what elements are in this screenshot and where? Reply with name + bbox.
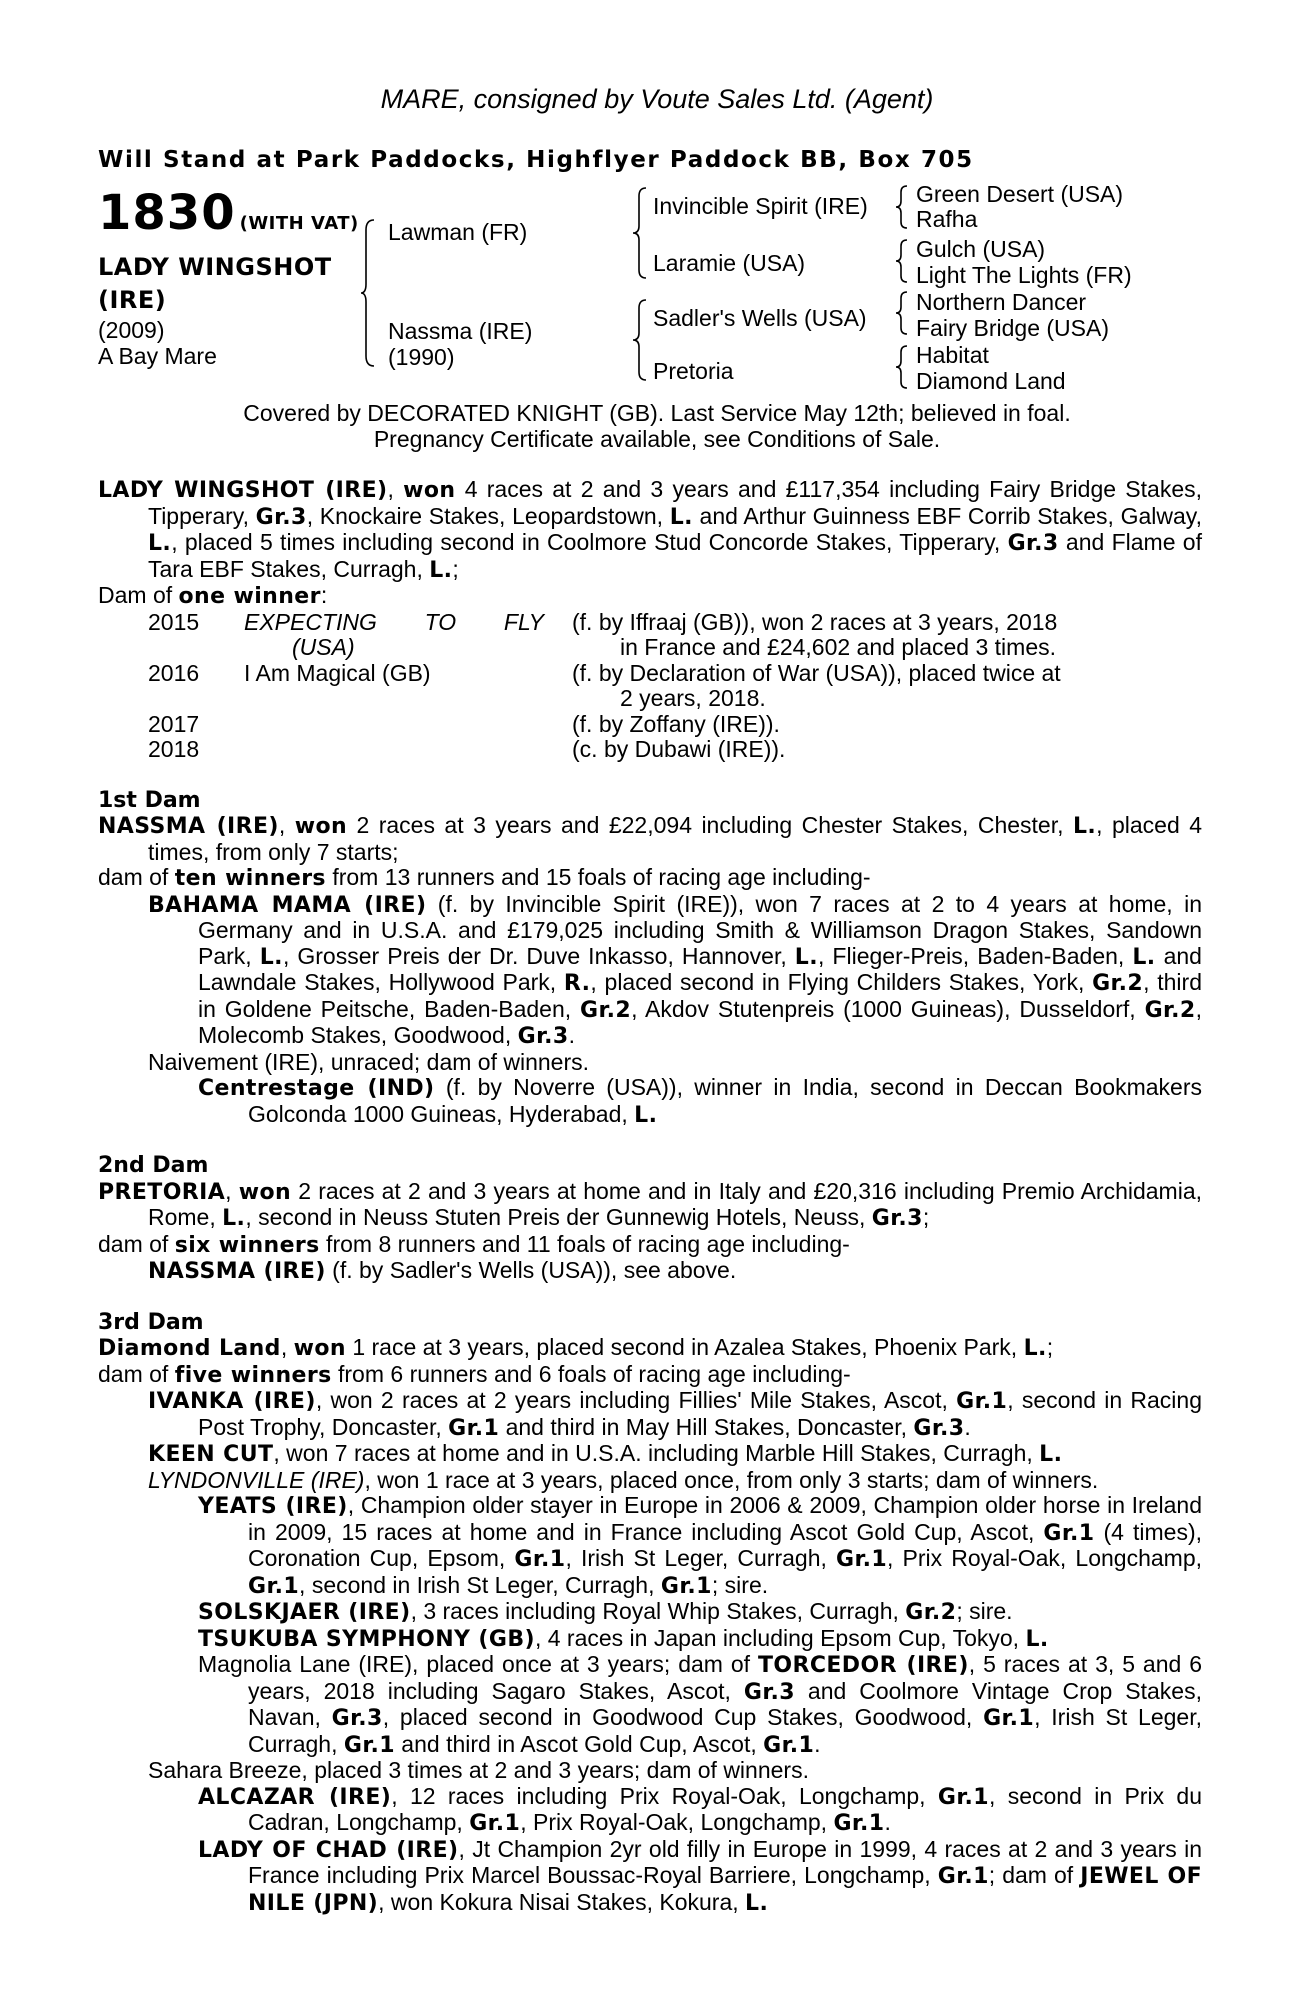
progeny-keen-cut bbox=[98, 1441, 1202, 1468]
progeny-name: YEATS (IRE) bbox=[198, 1494, 348, 1519]
offspring-name: I Am Magical (GB) bbox=[244, 659, 431, 686]
progeny-yeats bbox=[98, 1493, 1202, 1599]
lot-name-line2: (IRE) bbox=[98, 286, 167, 314]
offspring-year: 2018 bbox=[148, 736, 200, 762]
grade: L. bbox=[259, 944, 283, 970]
progeny-ivanka bbox=[98, 1388, 1202, 1441]
grade: L. bbox=[1025, 1626, 1049, 1652]
offspring-detail-a: (f. by Iffraaj (GB)), won 2 races at 3 years, 2018 bbox=[572, 608, 1058, 635]
dam-won: won bbox=[293, 1336, 346, 1361]
grade: L. bbox=[669, 504, 693, 530]
lot-description: A Bay Mare bbox=[98, 343, 217, 369]
grade: L. bbox=[429, 557, 453, 583]
grade: L. bbox=[794, 944, 818, 970]
t: ; sire. bbox=[956, 1598, 1013, 1624]
t: (4 times), Coronation Cup, Epsom, bbox=[248, 1518, 1203, 1571]
lot-number-line bbox=[98, 186, 388, 251]
pedigree-brace-sd bbox=[895, 238, 909, 284]
t: , second in Irish St Leger, Curragh, bbox=[299, 1571, 661, 1598]
grade: Gr.1 bbox=[514, 1547, 566, 1572]
t: , Grosser Preis der Dr. Duve Inkasso, Hannover, bbox=[282, 942, 795, 969]
dam-of-post: from 6 runners and 6 foals of racing age including- bbox=[331, 1360, 851, 1387]
offspring-detail-b: in France and £24,602 and placed 3 times. bbox=[620, 634, 1057, 660]
dam-of-bold: five winners bbox=[174, 1362, 332, 1388]
grade: Gr.3 bbox=[255, 504, 307, 530]
progeny-name: ALCAZAR (IRE) bbox=[198, 1784, 392, 1810]
t: , placed second in Goodwood Cup Stakes, Goodwood, bbox=[382, 1704, 984, 1730]
first-dam-record: NASSMA (IRE), won 2 races at 3 years and £22,094 including Chester Stakes, Chester, L., placed 4 times, from only 7 starts; bbox=[98, 812, 1203, 865]
dam-name: NASSMA (IRE) bbox=[98, 814, 279, 839]
pedigree-brace-dd bbox=[895, 344, 909, 390]
progeny-solskjaer bbox=[98, 1599, 1202, 1626]
offspring-detail bbox=[572, 661, 1112, 712]
pedigree-sd-sire: Gulch (USA) bbox=[916, 236, 1046, 262]
dam-of-post: from 8 runners and 11 foals of racing age including- bbox=[319, 1230, 850, 1257]
mare-name: LADY WINGSHOT (IRE) bbox=[98, 478, 388, 503]
lot-name-line1: LADY WINGSHOT bbox=[98, 253, 332, 281]
dam-of-post: : bbox=[320, 582, 328, 608]
offspring-name-b: TO bbox=[424, 608, 457, 635]
t: , Prix Royal-Oak, Longchamp, bbox=[887, 1545, 1202, 1571]
progeny-bahama-mama bbox=[98, 892, 1202, 1050]
offspring-name-a: EXPECTING bbox=[244, 608, 377, 635]
t: (f. by Noverre (USA)), winner in India, second in Deccan Bookmakers Golconda 1000 Guineas, Hyderabad, bbox=[248, 1074, 1202, 1127]
catalogue-body bbox=[98, 477, 1202, 1916]
grade: Gr.1 bbox=[448, 1415, 500, 1441]
grade: Gr.2 bbox=[1092, 971, 1144, 996]
stand-location: Will Stand at Park Paddocks, Highflyer Paddock BB, Box 705 bbox=[98, 147, 974, 173]
second-dam-heading: 2nd Dam bbox=[98, 1153, 209, 1178]
t: , 3 races including Royal Whip Stakes, Curragh, bbox=[410, 1598, 906, 1624]
progeny-name: BAHAMA MAMA (IRE) bbox=[148, 892, 427, 918]
t: , 12 races including Prix Royal-Oak, Longchamp, bbox=[391, 1782, 938, 1809]
covered-notice bbox=[0, 400, 1314, 452]
mare-t2: , Knockaire Stakes, Leopardstown, bbox=[306, 502, 670, 529]
grade: Gr.2 bbox=[580, 997, 632, 1023]
pedigree-brace-dam bbox=[632, 298, 648, 382]
grade: Gr.3 bbox=[1007, 531, 1059, 556]
offspring-year: 2017 bbox=[148, 710, 200, 737]
progeny-lady-of-chad bbox=[98, 1837, 1202, 1917]
t: , second in Racing Post Trophy, Doncaster, bbox=[198, 1387, 1202, 1440]
mare-record: LADY WINGSHOT (IRE), won 4 races at 2 and 3 years and £117,354 including Fairy Bridge Stakes, Tipperary, Gr.3, Knockaire Stakes, Leopardstown, L. and Arthur Guinness EBF Corrib Stakes, Galway, L., placed 5 times including second in Coolmore Stud Concorde Stakes, Tipperary, Gr.3 and Flame of Tara EBF Stakes, Curragh, L.; bbox=[98, 476, 1202, 583]
t: . bbox=[884, 1809, 891, 1835]
progeny-centrestage bbox=[98, 1075, 1202, 1128]
progeny-name: JEWEL OF NILE (JPN) bbox=[248, 1864, 1203, 1916]
t: , Flieger-Preis, Baden-Baden, bbox=[817, 942, 1133, 969]
grade: L. bbox=[222, 1206, 246, 1231]
pedigree-ss-dam: Rafha bbox=[916, 206, 978, 232]
t: , Akdov Stutenpreis (1000 Guineas), Dusseldorf, bbox=[631, 995, 1145, 1022]
grade: R. bbox=[563, 971, 591, 996]
t: , 4 races in Japan including Epsom Cup, Tokyo, bbox=[534, 1624, 1026, 1651]
offspring-detail: (c. by Dubawi (IRE)). bbox=[572, 736, 786, 762]
pedigree-brace-sire bbox=[632, 186, 648, 280]
t: ; bbox=[922, 1204, 930, 1230]
grade: Gr.2 bbox=[905, 1600, 957, 1625]
t: 2 races at 2 and 3 years at home and in Italy and £20,316 including Premio Archidamia, Rome, bbox=[148, 1177, 1202, 1230]
lot-year: (2009) bbox=[98, 317, 165, 343]
grade: Gr.3 bbox=[913, 1415, 965, 1441]
mare-won: won bbox=[403, 478, 456, 503]
pedigree-sd-dam: Light The Lights (FR) bbox=[916, 262, 1132, 288]
t: , second in Neuss Stuten Preis der Gunnewig Hotels, Neuss, bbox=[245, 1204, 872, 1230]
t: , won Kokura Nisai Stakes, Kokura, bbox=[378, 1888, 746, 1915]
grade: Gr.1 bbox=[833, 1811, 885, 1836]
offspring-detail-b: 2 years, 2018. bbox=[620, 685, 766, 711]
progeny-name: Centrestage (IND) bbox=[198, 1076, 435, 1101]
grade: Gr.1 bbox=[983, 1706, 1035, 1731]
grade: Gr.3 bbox=[743, 1679, 795, 1705]
progeny-name: SOLSKJAER (IRE) bbox=[198, 1600, 411, 1625]
dam-of-bold: six winners bbox=[174, 1232, 320, 1258]
progeny-name: KEEN CUT bbox=[148, 1442, 274, 1467]
grade: L. bbox=[1132, 944, 1156, 970]
grade: L. bbox=[1072, 814, 1097, 839]
t: ; bbox=[1046, 1334, 1054, 1360]
progeny-nassma bbox=[98, 1258, 1202, 1285]
dam-of-pre: dam of bbox=[98, 1360, 175, 1387]
t: and third in May Hill Stakes, Doncaster, bbox=[499, 1413, 914, 1440]
grade: Gr.1 bbox=[1043, 1520, 1095, 1546]
offspring-detail bbox=[572, 610, 1112, 661]
t: , third in Goldene Peitsche, Baden-Baden, bbox=[198, 969, 1202, 1022]
dam-of-pre: dam of bbox=[98, 864, 175, 890]
pedigree-dam: Nassma (IRE) bbox=[388, 318, 533, 344]
third-dam-record: Diamond Land, won 1 race at 3 years, placed second in Azalea Stakes, Phoenix Park, L.; bbox=[98, 1334, 1054, 1361]
grade: Gr.1 bbox=[343, 1732, 395, 1758]
pedigree-ss-sire: Green Desert (USA) bbox=[916, 181, 1124, 207]
progeny-name: LYNDONVILLE (IRE) bbox=[148, 1466, 365, 1493]
mare-t1: 4 races at 2 and 3 years and £117,354 including Fairy Bridge Stakes, Tipperary, bbox=[148, 476, 1202, 529]
dam-name: Diamond Land bbox=[98, 1336, 281, 1361]
t: , Molecomb Stakes, Goodwood, bbox=[198, 995, 1202, 1048]
grade: L. bbox=[634, 1102, 658, 1128]
progeny-name: LADY OF CHAD (IRE) bbox=[198, 1837, 459, 1863]
covered-line2: Pregnancy Certificate available, see Conditions of Sale. bbox=[373, 426, 941, 452]
covered-line1: Covered by DECORATED KNIGHT (GB). Last Service May 12th; believed in foal. bbox=[243, 400, 1071, 426]
dam-name: PRETORIA bbox=[98, 1179, 226, 1205]
t: ; sire. bbox=[711, 1571, 769, 1598]
grade: Gr.3 bbox=[871, 1206, 923, 1231]
t: Magnolia Lane (IRE), placed once at 3 years; dam of bbox=[198, 1651, 758, 1677]
t: . bbox=[964, 1413, 971, 1440]
pedigree-sire: Lawman (FR) bbox=[388, 219, 528, 245]
grade: L. bbox=[148, 531, 172, 556]
t: , second in Prix du Cadran, Longchamp, bbox=[248, 1782, 1202, 1835]
offspring-detail: (f. by Zoffany (IRE)). bbox=[572, 710, 780, 737]
lot-vat: (WITH VAT) bbox=[239, 213, 359, 234]
t: , 5 races at 3, 5 and 6 years, 2018 including Sagaro Stakes, Ascot, bbox=[248, 1651, 1202, 1704]
progeny-name: IVANKA (IRE) bbox=[148, 1389, 316, 1414]
t: , Jt Champion 2yr old filly in Europe in 1999, 4 races at 2 and 3 years in France including Prix Marcel Boussac-Royal Barriere, Longchamp, bbox=[248, 1835, 1202, 1888]
pedigree-dd-sire: Habitat bbox=[916, 342, 989, 368]
pedigree-sire-sire: Invincible Spirit (IRE) bbox=[653, 193, 868, 219]
progeny-lyndonville bbox=[98, 1468, 1202, 1494]
grade: Gr.2 bbox=[1144, 997, 1196, 1023]
offspring-year: 2016 bbox=[148, 659, 200, 686]
pedigree-dd-dam: Diamond Land bbox=[916, 368, 1066, 394]
grade: Gr.1 bbox=[469, 1811, 521, 1836]
pedigree-dam-sire: Sadler's Wells (USA) bbox=[653, 305, 867, 331]
t: . bbox=[814, 1730, 821, 1757]
first-dam-of bbox=[98, 865, 1202, 892]
mare-t4: , placed 5 times including second in Coolmore Stud Concorde Stakes, Tipperary, bbox=[171, 529, 1008, 555]
grade: Gr.1 bbox=[956, 1389, 1008, 1414]
progeny-name: NASSMA (IRE) bbox=[148, 1259, 326, 1284]
lot-name bbox=[98, 251, 388, 317]
pedigree-sire-dam: Laramie (USA) bbox=[653, 250, 806, 276]
pedigree-brace-ss bbox=[895, 184, 909, 230]
mare-t5: and Flame of Tara EBF Stakes, Curragh, bbox=[148, 529, 1202, 582]
offspring-name-c: FLY bbox=[503, 608, 544, 635]
offspring-table bbox=[98, 610, 1202, 763]
progeny-tsukuba-symphony bbox=[98, 1626, 1202, 1653]
grade: Gr.1 bbox=[937, 1784, 989, 1810]
dam-of-pre: Dam of bbox=[98, 582, 179, 608]
t: , Champion older stayer in Europe in 2006 & 2009, Champion older horse in Ireland in 2009, 15 races at home and in France including Ascot Gold Cup, Ascot, bbox=[248, 1492, 1202, 1545]
first-dam-heading: 1st Dam bbox=[98, 787, 201, 813]
t: and Coolmore Vintage Crop Stakes, Navan, bbox=[248, 1677, 1202, 1730]
mare-t6: ; bbox=[452, 555, 459, 582]
pedigree-brace-ds bbox=[895, 290, 909, 336]
progeny-alcazar bbox=[98, 1784, 1202, 1837]
t: , won 7 races at home and in U.S.A. including Marble Hill Stakes, Curragh, bbox=[273, 1440, 1040, 1466]
t: (f. by Sadler's Wells (USA)), see above. bbox=[325, 1257, 737, 1283]
progeny-name: TORCEDOR (IRE) bbox=[757, 1653, 969, 1678]
dam-of-bold: one winner bbox=[178, 584, 321, 609]
second-dam-of bbox=[98, 1232, 1202, 1259]
t: , Irish St Leger, Curragh, bbox=[565, 1545, 836, 1571]
pedigree-ds-dam: Fairy Bridge (USA) bbox=[916, 315, 1109, 341]
second-dam-record: PRETORIA, won 2 races at 2 and 3 years at home and in Italy and £20,316 including Premio Archidamia, Rome, L., second in Neuss Stuten Preis der Gunnewig Hotels, Neuss, Gr.3; bbox=[98, 1177, 1202, 1231]
progeny-sahara-breeze: Sahara Breeze, placed 3 times at 2 and 3 years; dam of winners. bbox=[148, 1757, 809, 1783]
offspring-name bbox=[244, 610, 544, 661]
progeny-name: TSUKUBA SYMPHONY (GB) bbox=[198, 1626, 535, 1652]
dam-of-pre: dam of bbox=[98, 1230, 175, 1257]
t: , placed second in Flying Childers Stakes, York, bbox=[590, 969, 1093, 995]
t: , won 1 race at 3 years, placed once, from only 3 starts; dam of winners. bbox=[364, 1466, 1099, 1493]
grade: Gr.1 bbox=[248, 1573, 300, 1599]
grade: Gr.1 bbox=[660, 1573, 712, 1599]
offspring-year: 2015 bbox=[148, 608, 200, 635]
consignment-heading: MARE, consigned by Voute Sales Ltd. (Agent) bbox=[380, 84, 934, 114]
mare-dam-of bbox=[98, 583, 1202, 610]
grade: Gr.1 bbox=[836, 1547, 888, 1572]
lot-number: 1830 bbox=[98, 185, 236, 241]
mare-t3: and Arthur Guinness EBF Corrib Stakes, Galway, bbox=[692, 502, 1202, 529]
grade: Gr.3 bbox=[517, 1024, 569, 1049]
grade: Gr.1 bbox=[937, 1864, 989, 1889]
grade: Gr.3 bbox=[331, 1706, 383, 1731]
pedigree-brace-main bbox=[360, 218, 376, 368]
t: and Lawndale Stakes, Hollywood Park, bbox=[198, 942, 1202, 995]
t: , Irish St Leger, Curragh, bbox=[248, 1704, 1202, 1757]
offspring-name-d: (USA) bbox=[292, 634, 355, 660]
dam-of-bold: ten winners bbox=[174, 866, 326, 891]
t: , won 2 races at 2 years including Fillies' Mile Stakes, Ascot, bbox=[315, 1387, 957, 1413]
progeny-naivement: Naivement (IRE), unraced; dam of winners. bbox=[148, 1048, 590, 1075]
dam-won: won bbox=[238, 1179, 292, 1205]
third-dam-of bbox=[98, 1362, 1202, 1389]
progeny-magnolia-lane bbox=[98, 1652, 1202, 1758]
grade: L. bbox=[1039, 1442, 1063, 1467]
dam-t2: , placed 4 times, from only 7 starts; bbox=[148, 812, 1203, 865]
grade: Gr.1 bbox=[763, 1732, 815, 1758]
grade: L. bbox=[1023, 1336, 1047, 1361]
t: (f. by Invincible Spirit (IRE)), won 7 races at 2 to 4 years at home, in Germany and in U.S.A. and £179,025 including Smith & Williamson Dragon Stakes, Sandown Park, bbox=[198, 890, 1203, 969]
pedigree-dam-year: (1990) bbox=[388, 344, 455, 370]
third-dam-heading: 3rd Dam bbox=[98, 1309, 204, 1335]
t: ; dam of bbox=[988, 1862, 1081, 1888]
dam-of-post: from 13 runners and 15 foals of racing age including- bbox=[325, 864, 871, 890]
offspring-detail-a: (f. by Declaration of War (USA)), placed twice at bbox=[572, 659, 1061, 686]
pedigree-dam-dam: Pretoria bbox=[653, 358, 734, 384]
pedigree-ds-sire: Northern Dancer bbox=[916, 289, 1087, 315]
dam-won: won bbox=[294, 814, 348, 839]
t: and third in Ascot Gold Cup, Ascot, bbox=[394, 1730, 764, 1757]
t: . bbox=[568, 1022, 576, 1048]
t: , Prix Royal-Oak, Longchamp, bbox=[520, 1809, 834, 1835]
lot-block bbox=[98, 186, 388, 369]
t: 1 race at 3 years, placed second in Azalea Stakes, Phoenix Park, bbox=[345, 1334, 1024, 1360]
grade: L. bbox=[745, 1890, 769, 1916]
dam-t1: 2 races at 3 years and £22,094 including Chester Stakes, Chester, bbox=[347, 812, 1073, 838]
